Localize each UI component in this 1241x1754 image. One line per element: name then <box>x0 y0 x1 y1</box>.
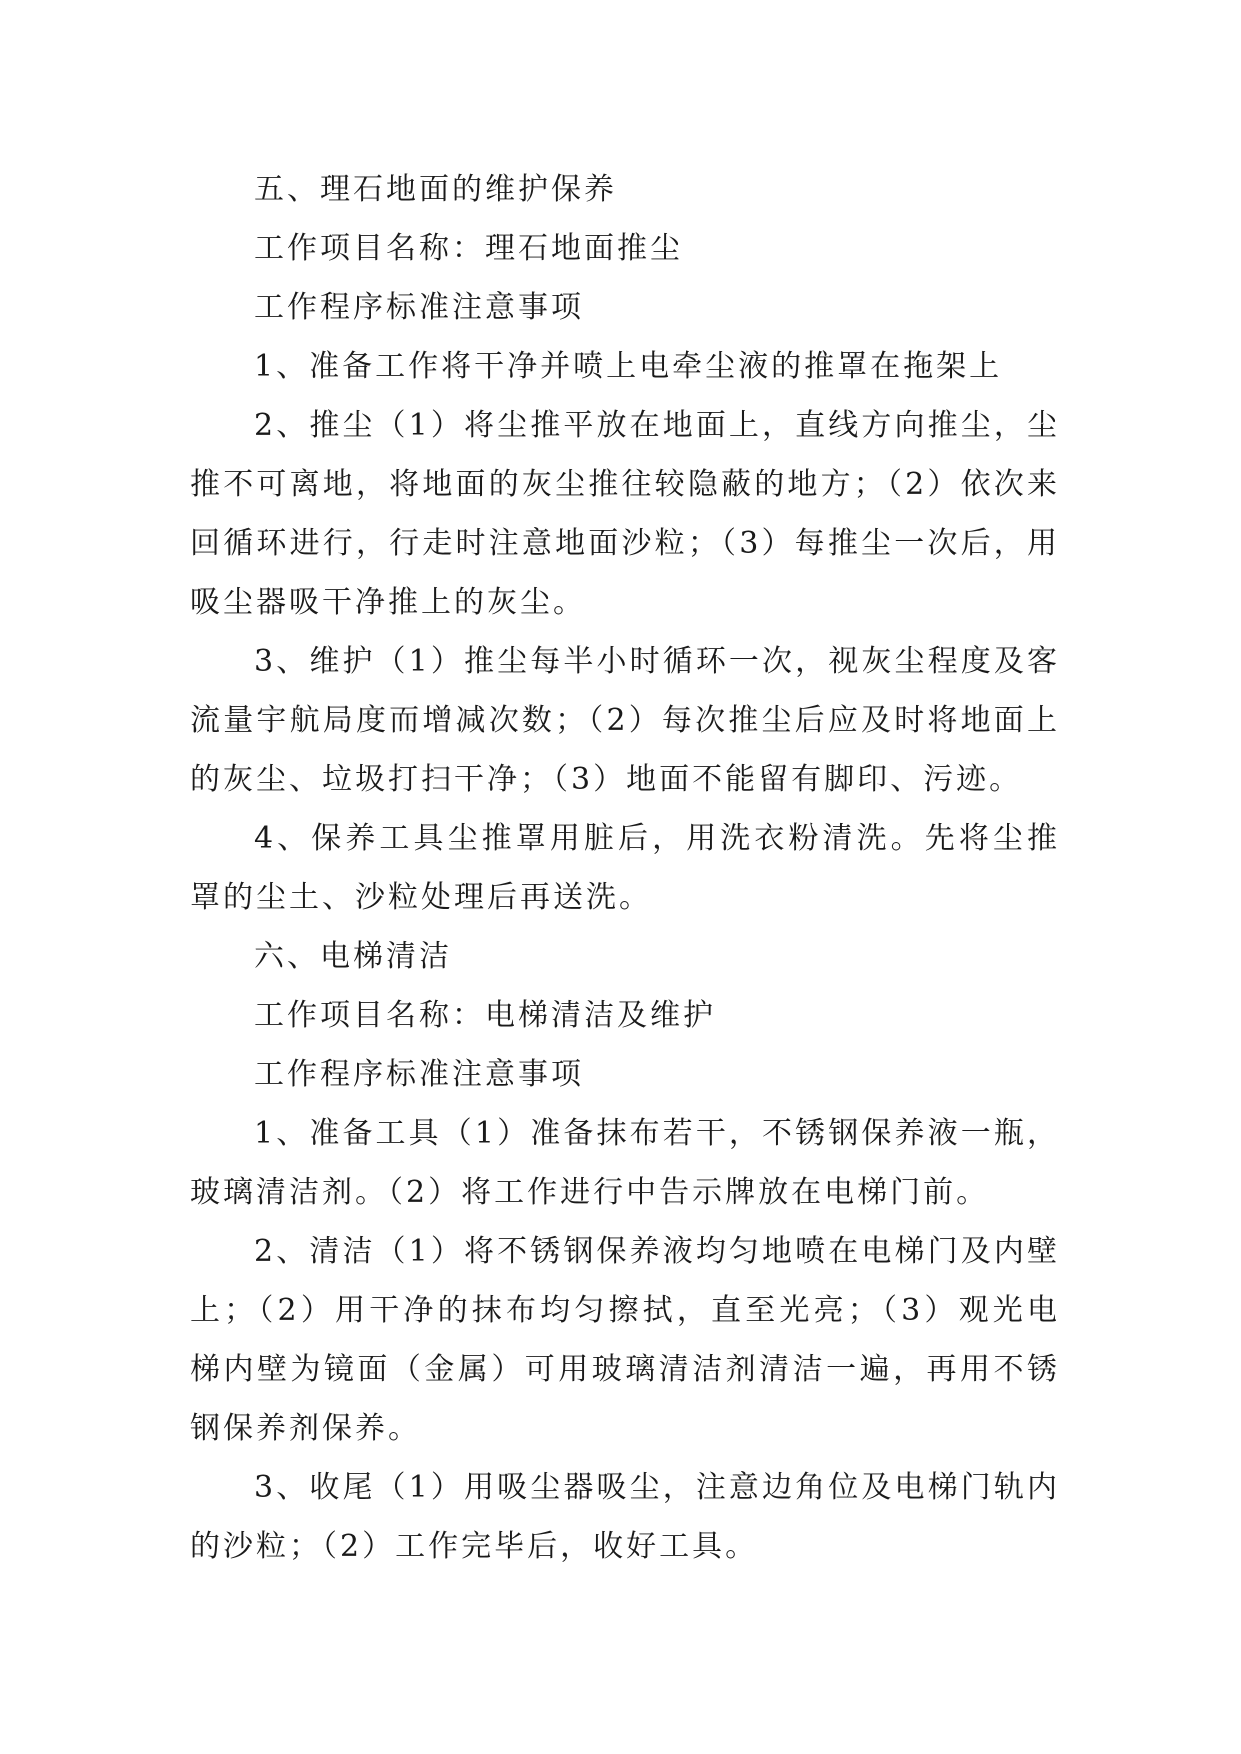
section-heading-elevator: 六、电梯清洁 <box>254 939 452 974</box>
marble-step-1: 1、准备工作将干净并喷上电牵尘液的推罩在拖架上 <box>254 349 1003 384</box>
procedure-header-elevator: 工作程序标准注意事项 <box>254 1057 584 1092</box>
marble-step-3: 3、维护（1）推尘每半小时循环一次，视灰尘程度及客流量宇航局度而增减次数；（2）每次推尘后应及时将地面上的灰尘、垃圾打扫干净；（3）地面不能留有脚印、污迹。 <box>190 644 1060 797</box>
work-item-name-marble: 工作项目名称：理石地面推尘 <box>254 231 683 266</box>
document-body <box>190 160 1060 1576</box>
procedure-header-marble: 工作程序标准注意事项 <box>254 290 584 325</box>
elevator-step-1: 1、准备工具（1）准备抹布若干，不锈钢保养液一瓶，玻璃清洁剂。（2）将工作进行中告示牌放在电梯门前。 <box>190 1116 1060 1210</box>
marble-step-4: 4、保养工具尘推罩用脏后，用洗衣粉清洗。先将尘推罩的尘土、沙粒处理后再送洗。 <box>190 821 1060 915</box>
work-item-name-elevator: 工作项目名称：电梯清洁及维护 <box>254 998 716 1033</box>
section-heading-marble: 五、理石地面的维护保养 <box>254 172 617 207</box>
elevator-step-3: 3、收尾（1）用吸尘器吸尘，注意边角位及电梯门轨内的沙粒；（2）工作完毕后，收好工具。 <box>190 1470 1060 1564</box>
marble-step-2: 2、推尘（1）将尘推平放在地面上，直线方向推尘，尘推不可离地，将地面的灰尘推往较隐蔽的地方；（2）依次来回循环进行，行走时注意地面沙粒；（3）每推尘一次后，用吸尘器吸干净推上的灰尘。 <box>190 408 1060 620</box>
elevator-step-2: 2、清洁（1）将不锈钢保养液均匀地喷在电梯门及内壁上；（2）用干净的抹布均匀擦拭，直至光亮；（3）观光电梯内壁为镜面（金属）可用玻璃清洁剂清洁一遍，再用不锈钢保养剂保养。 <box>190 1234 1060 1446</box>
